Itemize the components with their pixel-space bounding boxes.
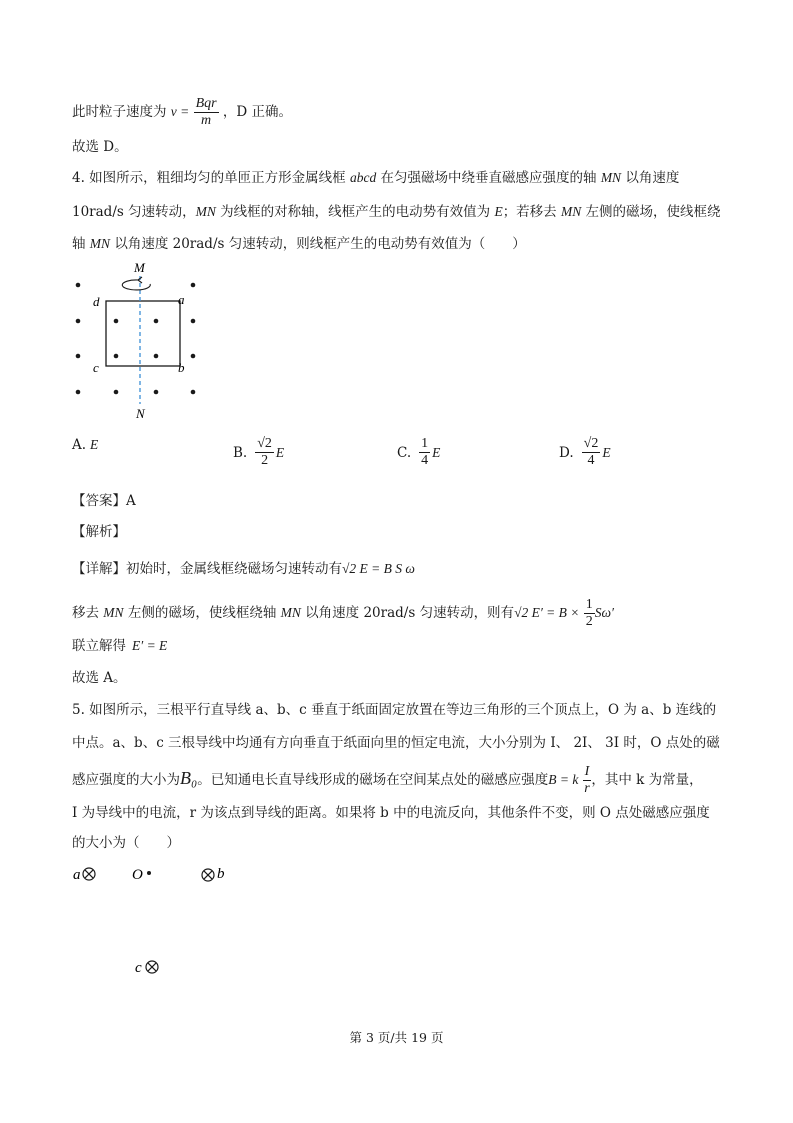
option-c-num: 1 (421, 436, 429, 451)
q5-line-4: I 为导线中的电流，r 为该点到导线的距离。如果将 b 中的电流反向，其他条件不变，则 O 点处磁感应强度 (72, 805, 710, 821)
q4-line-2-part: 左侧的磁场，使线框绕 (581, 204, 721, 220)
q5-line-3-part: ，其中 k 为常量， (591, 772, 703, 788)
analysis-line: 【解析】 (72, 524, 126, 540)
q5-line-2: 中点。a、b、c 三根导线中均通有方向垂直于纸面向里的恒定电流，大小分别为 I、 2I、 3I 时，O 点处的磁 (72, 735, 720, 751)
move-text: 左侧的磁场，使线框绕轴 (123, 605, 281, 621)
move-num: 1 (585, 597, 593, 612)
option-d-fraction (582, 436, 601, 469)
option-a-value: E (90, 437, 99, 452)
q4-mn: MN (89, 236, 111, 251)
choose-d-line: 故选 D。 (72, 139, 128, 155)
label-O: O (132, 867, 143, 883)
option-b-num: √2 (257, 436, 272, 451)
label-b: b (217, 866, 225, 882)
option-b-fraction (255, 436, 274, 469)
solve-line (72, 637, 167, 655)
label-M: M (134, 260, 145, 275)
q4-e: E (494, 204, 503, 219)
label-a: a (178, 292, 185, 307)
move-text: 以角速度 20rad/s 匀速转动，则有 (300, 605, 515, 621)
q5-line-1: 5. 如图所示，三根平行直导线 a、b、c 垂直于纸面固定放置在等边三角形的三个顶点上，O 为 a、b 连线的 (72, 702, 717, 718)
speed-prefix: 此时粒子速度为 (72, 104, 167, 120)
label-d: d (93, 294, 100, 309)
move-mn: MN (280, 605, 301, 620)
move-equation: √2 E′ = B × (514, 605, 580, 620)
move-mn: MN (103, 605, 124, 620)
option-d-label: D. (559, 444, 574, 461)
option-c-e: E (432, 444, 441, 460)
label-c: c (135, 960, 142, 976)
q4-mn: MN (195, 204, 216, 219)
speed-fraction (194, 96, 219, 129)
option-d[interactable] (559, 436, 611, 469)
option-b-label: B. (233, 444, 248, 461)
option-c-fraction (419, 436, 430, 469)
label-N: N (136, 406, 145, 421)
q4-line-2-part: 为线框的对称轴，线框产生的电动势有效值为 (215, 204, 495, 220)
label-a: a (73, 867, 81, 883)
q5-line-3-part: 感应强度的大小为 (72, 772, 180, 788)
q4-line-1-part: 在匀强磁场中绕垂直磁感应强度的轴 (376, 170, 601, 186)
option-b-den: 2 (261, 453, 269, 468)
q5-equation: B = k (548, 772, 579, 787)
solve-equation: E′ = E (132, 638, 168, 653)
q5-b0: B₀ (180, 768, 198, 788)
q5-num: I (584, 764, 590, 779)
q5-figure (65, 860, 245, 980)
q4-mn: MN (600, 170, 622, 185)
option-d-e: E (602, 444, 611, 460)
option-a[interactable] (72, 436, 98, 454)
solve-text: 联立解得 (72, 638, 126, 654)
q4-line-1 (72, 169, 679, 187)
option-b[interactable] (233, 436, 284, 469)
wire-c-cross-icon (146, 961, 158, 973)
speed-var: v = (170, 104, 190, 119)
label-c: c (93, 360, 99, 375)
q5-line-3 (72, 762, 703, 797)
q4-line-3-part: 以角速度 20rad/s 匀速转动，则线框产生的电动势有效值为（ ） (110, 236, 526, 252)
detail-line (72, 560, 415, 578)
option-a-label: A. (72, 437, 87, 453)
detail-equation: √2 E = B S ω (342, 561, 415, 576)
q4-line-3 (72, 235, 526, 253)
answer-line: 【答案】A (72, 493, 136, 509)
move-equation-tail: Sω′ (594, 605, 614, 620)
option-d-den: 4 (587, 453, 595, 468)
choose-a-line: 故选 A。 (72, 670, 127, 686)
q4-figure (60, 258, 220, 423)
q4-line-3-part: 轴 (72, 236, 90, 252)
point-o-dot (147, 871, 151, 875)
q4-line-2 (72, 203, 721, 221)
option-d-num: √2 (583, 436, 599, 451)
q4-line-2-part: 10rad/s 匀速转动， (72, 204, 196, 220)
q4-line-1-part: 以角速度 (621, 170, 680, 186)
q4-abcd: abcd (349, 170, 377, 185)
text-speed-line (72, 96, 292, 129)
q5-den: r (584, 781, 590, 796)
option-c-label: C. (397, 444, 412, 461)
detail-text: 【详解】初始时，金属线框绕磁场匀速转动有 (72, 561, 342, 577)
speed-numerator: Bqr (195, 96, 217, 111)
q5-line-5: 的大小为（ ） (72, 835, 180, 851)
rotation-arrow-icon (122, 280, 150, 290)
q4-line-2-part: ；若移去 (502, 204, 561, 220)
wire-a-cross-icon (83, 868, 95, 880)
q4-line-1-part: 4. 如图所示，粗细均匀的单匝正方形金属线框 (72, 170, 350, 186)
move-den: 2 (585, 614, 593, 629)
speed-denominator: m (201, 113, 212, 128)
move-line (72, 596, 614, 630)
q4-mn: MN (560, 204, 582, 219)
option-b-e: E (275, 444, 285, 460)
option-c[interactable] (397, 436, 440, 469)
speed-suffix: ，D 正确。 (222, 104, 292, 120)
move-fraction (584, 597, 595, 630)
q5-line-3-part: 。已知通电长直导线形成的磁场在空间某点处的磁感应强度 (197, 772, 549, 788)
wire-b-cross-icon (202, 869, 214, 881)
option-c-den: 4 (421, 453, 429, 468)
label-b: b (178, 360, 185, 375)
move-text: 移去 (72, 605, 104, 621)
page-footer: 第 3 页/共 19 页 (349, 1030, 444, 1045)
